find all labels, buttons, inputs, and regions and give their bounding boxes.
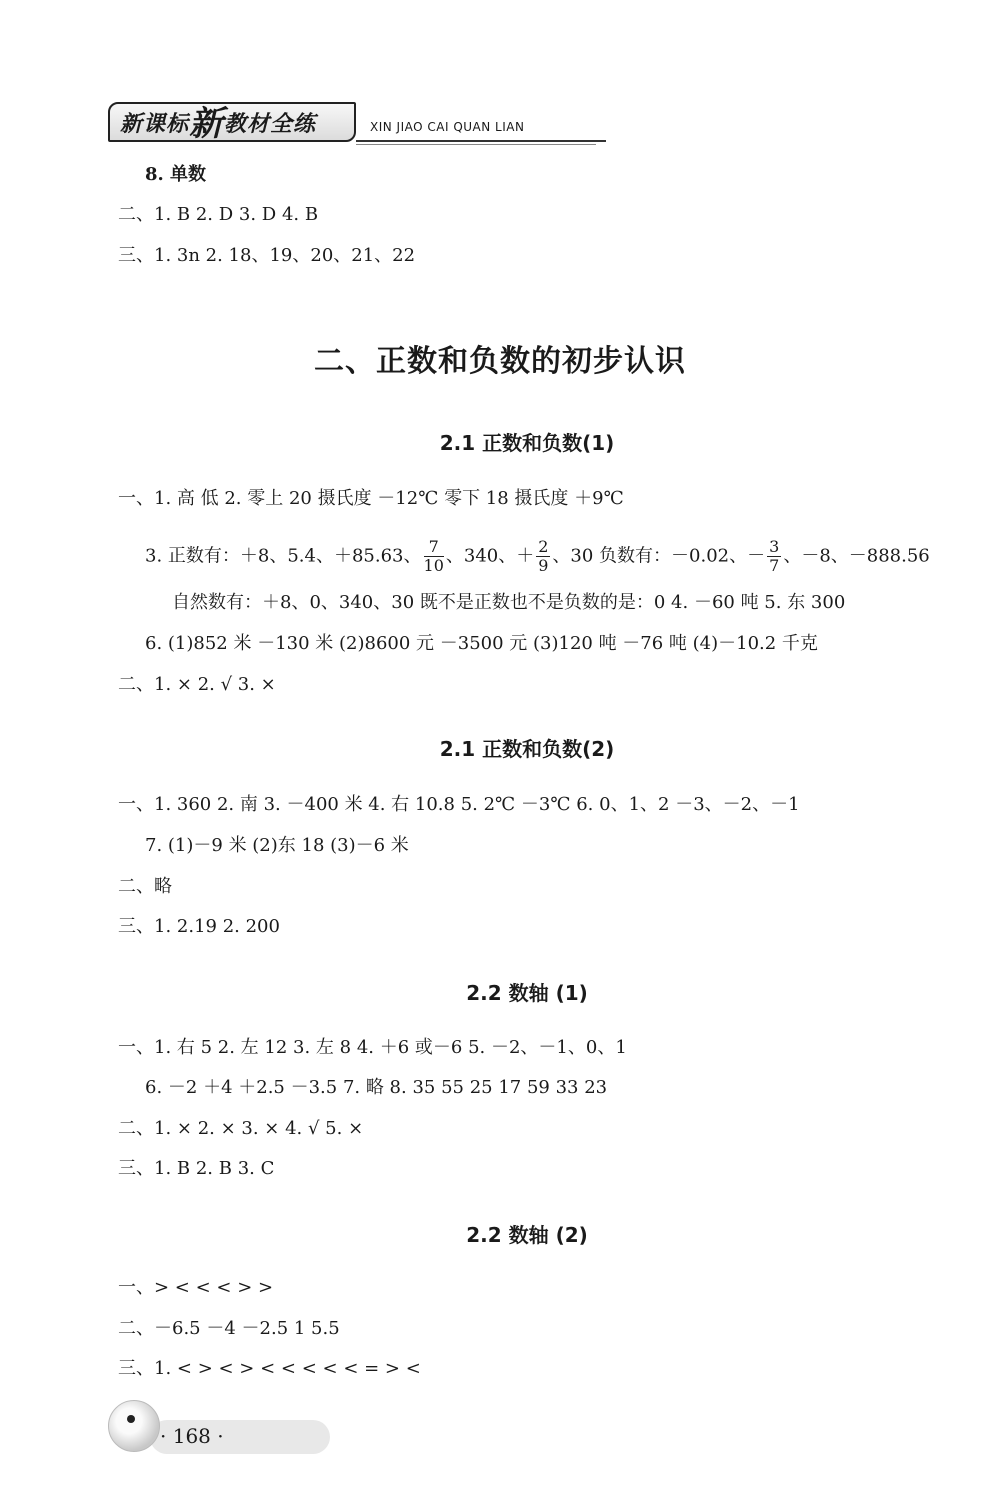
answer-line: 二、1. B 2. D 3. D 4. B (118, 204, 319, 225)
logo-big: 新 (189, 104, 225, 144)
section-title: 2.2 数轴 (2) (466, 1223, 588, 1247)
answer-line: 三、1. < > < > < < < < < = > < (118, 1358, 421, 1379)
fraction-denominator: 9 (538, 556, 549, 575)
answer-line: 6. (1)852 米 －130 米 (2)8600 元 －3500 元 (3)120 吨 －76 吨 (4)－10.2 千克 (145, 633, 818, 654)
text-segment: 、30 负数有：－0.02、－ (552, 545, 766, 567)
answer-line: 二、－6.5 －4 －2.5 1 5.5 (118, 1318, 340, 1339)
logo-post: 教材全练 (224, 112, 317, 137)
header-rule-thin (356, 144, 596, 145)
answer-line: 三、1. 2.19 2. 200 (118, 916, 280, 937)
answer-line: 二、略 (118, 876, 172, 897)
page-header (100, 96, 610, 152)
page-number: · 168 · (160, 1424, 224, 1448)
fraction-numerator: 7 (424, 538, 444, 557)
fraction (536, 538, 550, 575)
answer-line: 三、1. B 2. B 3. C (118, 1158, 275, 1179)
answer-line: 6. －2 ＋4 ＋2.5 －3.5 7. 略 8. 35 55 25 17 59 33 23 (145, 1077, 608, 1098)
answer-line: 三、1. 3n 2. 18、19、20、21、22 (118, 245, 416, 266)
header-rule (356, 140, 606, 142)
section-title: 2.1 正数和负数(2) (439, 737, 615, 761)
text-segment: 、－8、－888.56 (783, 545, 930, 567)
series-pinyin: XIN JIAO CAI QUAN LIAN (370, 120, 525, 134)
answer-line-fractions (145, 538, 930, 575)
section-title: 2.2 数轴 (1) (466, 981, 588, 1005)
page-footer (100, 1400, 300, 1460)
section-title: 2.1 正数和负数(1) (439, 431, 615, 455)
fraction (424, 538, 444, 575)
answer-line: 一、1. 高 低 2. 零上 20 摄氏度 －12℃ 零下 18 摄氏度 ＋9℃ (118, 488, 624, 509)
bee-mascot-icon (108, 1400, 160, 1452)
answer-line: 一、1. 右 5 2. 左 12 3. 左 8 4. ＋6 或－6 5. －2、－1、0、1 (118, 1037, 627, 1058)
series-logo (108, 102, 356, 142)
fraction-denominator: 10 (423, 556, 444, 575)
text-segment: 、340、＋ (445, 545, 535, 567)
fraction (767, 538, 781, 575)
answer-line: 8. 单数 (145, 164, 207, 185)
answer-line: 二、1. × 2. × 3. × 4. √ 5. × (118, 1118, 364, 1139)
answer-line: 二、1. × 2. √ 3. × (118, 674, 276, 695)
answer-line: 7. (1)－9 米 (2)东 18 (3)－6 米 (145, 835, 409, 856)
answer-line: 自然数有：＋8、0、340、30 既不是正数也不是负数的是：0 4. －60 吨 5. 东 300 (172, 592, 846, 613)
logo-pre: 新课标 (120, 112, 190, 137)
fraction-denominator: 7 (769, 556, 780, 575)
text-segment: 3. 正数有：＋8、5.4、＋85.63、 (145, 545, 422, 567)
answer-line: 一、1. 360 2. 南 3. －400 米 4. 右 10.8 5. 2℃ －3℃ 6. 0、1、2 －3、－2、－1 (118, 794, 800, 815)
fraction-numerator: 2 (538, 537, 549, 556)
chapter-title: 二、正数和负数的初步认识 (314, 344, 686, 379)
fraction-numerator: 3 (769, 537, 780, 556)
answer-line: 一、> < < < > > (118, 1277, 274, 1298)
